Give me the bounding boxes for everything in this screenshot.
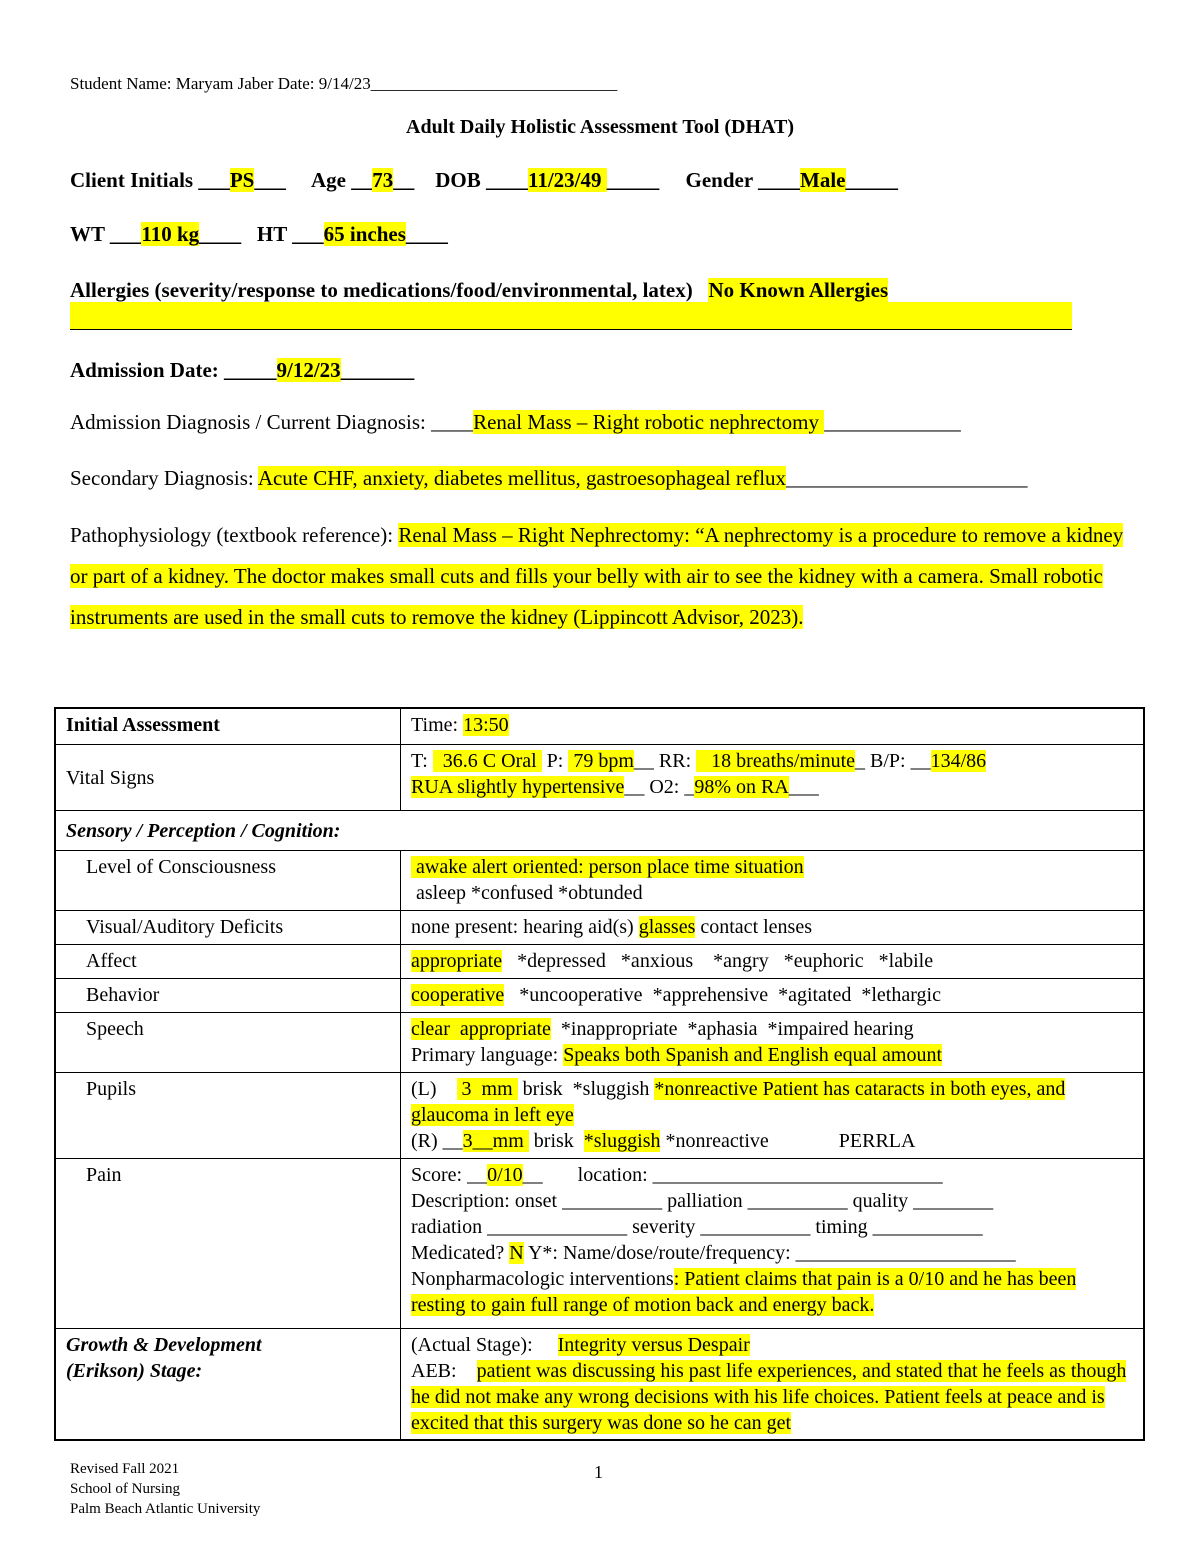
growth-development-cell bbox=[401, 1328, 1145, 1440]
table-row bbox=[55, 1012, 1144, 1072]
client-initials-tail: ___ bbox=[254, 168, 286, 192]
pupil-right-value: 3__mm bbox=[462, 1129, 529, 1152]
pupil-right-tail: *nonreactive PERRLA bbox=[660, 1129, 916, 1152]
time-label: Time: bbox=[411, 714, 464, 736]
temp-label: T: bbox=[411, 749, 433, 772]
pain-nonpharm-value: : Patient claims that pain is a 0/10 and he has been resting to gain full range of motion back and energy back. bbox=[411, 1267, 1077, 1316]
o2-value: 98% on RA bbox=[694, 775, 789, 798]
bp-value: 134/86 bbox=[930, 749, 987, 772]
loc-value: awake alert oriented: person place time situation bbox=[411, 855, 804, 878]
initial-assessment-label: Initial Assessment bbox=[55, 708, 401, 744]
pain-score-value: 0/10 bbox=[487, 1163, 523, 1186]
admission-date-label: Admission Date: _____ bbox=[70, 358, 277, 382]
pathophysiology-paragraph bbox=[70, 515, 1130, 638]
ht-label: HT ___ bbox=[256, 222, 324, 246]
aeb-value: patient was discussing his past life experiences, and stated that he feels as though he did not make any wrong decisions with his life choices. Patient feels at peace and is excited that this surgery was done so he can get bbox=[411, 1359, 1127, 1434]
dob-value: 11/23/49 bbox=[527, 168, 607, 192]
table-row bbox=[55, 1158, 1144, 1328]
footer bbox=[70, 1459, 260, 1519]
wt-label: WT ___ bbox=[70, 222, 142, 246]
behavior-label: Behavior bbox=[55, 978, 401, 1012]
time-value: 13:50 bbox=[463, 714, 509, 736]
pain-radiation: radiation ______________ severity ___________ timing ___________ bbox=[411, 1215, 983, 1238]
vital-signs-cell bbox=[401, 744, 1145, 810]
ht-value: 65 inches bbox=[323, 222, 406, 246]
time-cell bbox=[401, 708, 1145, 744]
behavior-value: cooperative bbox=[411, 983, 505, 1006]
bp-note: RUA slightly hypertensive bbox=[411, 775, 625, 798]
table-row bbox=[55, 744, 1144, 810]
gender-value: Male bbox=[800, 168, 846, 192]
pulse-label: P: bbox=[541, 749, 569, 772]
table-row bbox=[55, 978, 1144, 1012]
document-title: Adult Daily Holistic Assessment Tool (DHAT) bbox=[406, 116, 794, 138]
o2-label: __ O2: _ bbox=[624, 775, 695, 798]
pupil-left-value: 3 mm bbox=[456, 1077, 518, 1100]
pupil-left-nonreactive: *nonreactive bbox=[654, 1077, 758, 1100]
rr-label: __ RR: bbox=[633, 749, 697, 772]
table-row bbox=[55, 850, 1144, 910]
pathophysiology-label: Pathophysiology (textbook reference): bbox=[70, 523, 399, 547]
table-row bbox=[55, 944, 1144, 978]
pupil-left-note: Patient has cataracts in both eyes, and glaucoma in left eye bbox=[411, 1077, 1066, 1126]
ht-tail: ____ bbox=[405, 222, 448, 246]
pain-description: Description: onset __________ palliation __________ quality ________ bbox=[411, 1189, 994, 1212]
pathophysiology-value: Renal Mass – Right Nephrectomy: “A nephrectomy is a procedure to remove a kidney or part of a kidney. The doctor makes small cuts and fills your belly with air to see the kidney with a camera. Small robotic instruments are used in the small cuts to remove the kidney (Lippincott Advisor, 2023). bbox=[70, 523, 1124, 629]
o2-tail: ___ bbox=[788, 775, 819, 798]
pain-cell bbox=[401, 1158, 1145, 1328]
pupils-label: Pupils bbox=[55, 1072, 401, 1158]
client-initials-label: Client Initials ___ bbox=[70, 168, 230, 192]
pain-medicated-value: N bbox=[509, 1241, 524, 1264]
age-value: 73 bbox=[372, 168, 394, 192]
stage-label: (Actual Stage): bbox=[411, 1333, 558, 1356]
wt-tail: ____ bbox=[199, 222, 242, 246]
speech-options: *inappropriate *aphasia *impaired hearing bbox=[550, 1017, 914, 1040]
table-row bbox=[55, 1072, 1144, 1158]
gender-label: Gender ____ bbox=[685, 168, 801, 192]
weight-height-row bbox=[70, 222, 448, 247]
pain-score-label: Score: __ bbox=[411, 1163, 488, 1186]
client-initials-value: PS bbox=[229, 168, 255, 192]
allergies-label: Allergies (severity/response to medications/food/environmental, latex) bbox=[70, 278, 693, 302]
allergies-fill-line bbox=[70, 302, 1072, 330]
table-row bbox=[55, 708, 1144, 744]
secondary-diagnosis-row bbox=[70, 466, 1028, 491]
footer-school: School of Nursing bbox=[70, 1481, 180, 1497]
speech-cell bbox=[401, 1012, 1145, 1072]
pulse-value: 79 bpm bbox=[568, 749, 634, 772]
secondary-diagnosis-value: Acute CHF, anxiety, diabetes mellitus, gastroesophageal reflux bbox=[257, 466, 787, 490]
table-row bbox=[55, 910, 1144, 944]
affect-label: Affect bbox=[55, 944, 401, 978]
pupils-cell bbox=[401, 1072, 1145, 1158]
language-label: Primary language: bbox=[411, 1043, 564, 1066]
pain-medicated-label: Medicated? bbox=[411, 1241, 510, 1264]
age-tail: __ bbox=[393, 168, 415, 192]
assessment-table bbox=[54, 707, 1145, 1441]
visual-auditory-value: glasses bbox=[638, 915, 696, 938]
admission-diagnosis-value: Renal Mass – Right robotic nephrectomy bbox=[473, 410, 825, 434]
pupil-left-label: (L) bbox=[411, 1077, 457, 1100]
aeb-label: AEB: bbox=[411, 1359, 477, 1382]
pupil-right-options: brisk bbox=[528, 1129, 584, 1152]
speech-label: Speech bbox=[55, 1012, 401, 1072]
affect-options: *depressed *anxious *angry *euphoric *labile bbox=[502, 949, 934, 972]
client-info-row bbox=[70, 168, 898, 193]
temp-value: 36.6 C Oral bbox=[432, 749, 542, 772]
pain-medicated-tail: Y*: Name/dose/route/frequency: ______________________ bbox=[523, 1241, 1016, 1264]
dob-tail: _____ bbox=[606, 168, 660, 192]
growth-development-label-line1: Growth & Development bbox=[66, 1333, 262, 1356]
admission-diagnosis-row bbox=[70, 410, 961, 435]
age-label: Age __ bbox=[310, 168, 373, 192]
affect-cell bbox=[401, 944, 1145, 978]
visual-auditory-label: Visual/Auditory Deficits bbox=[55, 910, 401, 944]
growth-development-label-line2: (Erikson) Stage: bbox=[66, 1359, 203, 1382]
loc-cell bbox=[401, 850, 1145, 910]
footer-revised: Revised Fall 2021 bbox=[70, 1461, 180, 1477]
admission-diagnosis-label: Admission Diagnosis / Current Diagnosis: ____ bbox=[70, 410, 474, 434]
loc-label: Level of Consciousness bbox=[55, 850, 401, 910]
allergies-value: No Known Allergies bbox=[708, 278, 889, 302]
pupil-left-options: brisk *sluggish bbox=[517, 1077, 655, 1100]
secondary-diagnosis-label: Secondary Diagnosis: bbox=[70, 466, 258, 490]
pain-nonpharm-label: Nonpharmacologic interventions bbox=[411, 1267, 674, 1290]
growth-development-label bbox=[55, 1328, 401, 1440]
dob-label: DOB ____ bbox=[435, 168, 528, 192]
loc-options: asleep *confused *obtunded bbox=[411, 881, 643, 904]
pupil-right-label: (R) __ bbox=[411, 1129, 463, 1152]
visual-auditory-cell bbox=[401, 910, 1145, 944]
admission-date-value: 9/12/23 bbox=[276, 358, 341, 382]
page-number: 1 bbox=[594, 1462, 603, 1482]
gender-tail: _____ bbox=[845, 168, 899, 192]
table-row bbox=[55, 810, 1144, 850]
secondary-diagnosis-tail: _______________________ bbox=[786, 466, 1028, 490]
admission-diagnosis-tail: _____________ bbox=[824, 410, 961, 434]
pupil-right-sluggish: *sluggish bbox=[583, 1129, 661, 1152]
visual-auditory-options: none present: hearing aid(s) bbox=[411, 915, 639, 938]
bp-label: _ B/P: __ bbox=[855, 749, 931, 772]
behavior-options: *uncooperative *apprehensive *agitated *lethargic bbox=[504, 983, 941, 1006]
wt-value: 110 kg bbox=[141, 222, 200, 246]
vital-signs-label: Vital Signs bbox=[55, 744, 401, 810]
admission-date-tail: _______ bbox=[340, 358, 415, 382]
stage-value: Integrity versus Despair bbox=[557, 1333, 750, 1356]
visual-auditory-tail: contact lenses bbox=[695, 915, 812, 938]
behavior-cell bbox=[401, 978, 1145, 1012]
sensory-section-header: Sensory / Perception / Cognition: bbox=[55, 810, 1144, 850]
admission-date-row bbox=[70, 358, 414, 383]
pain-label: Pain bbox=[55, 1158, 401, 1328]
affect-value: appropriate bbox=[411, 949, 503, 972]
pain-location: __ location: _____________________________ bbox=[522, 1163, 943, 1186]
table-row bbox=[55, 1328, 1144, 1440]
language-value: Speaks both Spanish and English equal amount bbox=[563, 1043, 943, 1066]
student-name-date: Student Name: Maryam Jaber Date: 9/14/23_____________________________ bbox=[70, 74, 618, 93]
speech-value: clear appropriate bbox=[411, 1017, 551, 1040]
footer-university: Palm Beach Atlantic University bbox=[70, 1501, 261, 1517]
allergies-row bbox=[70, 278, 888, 303]
rr-value: 18 breaths/minute bbox=[696, 749, 856, 772]
